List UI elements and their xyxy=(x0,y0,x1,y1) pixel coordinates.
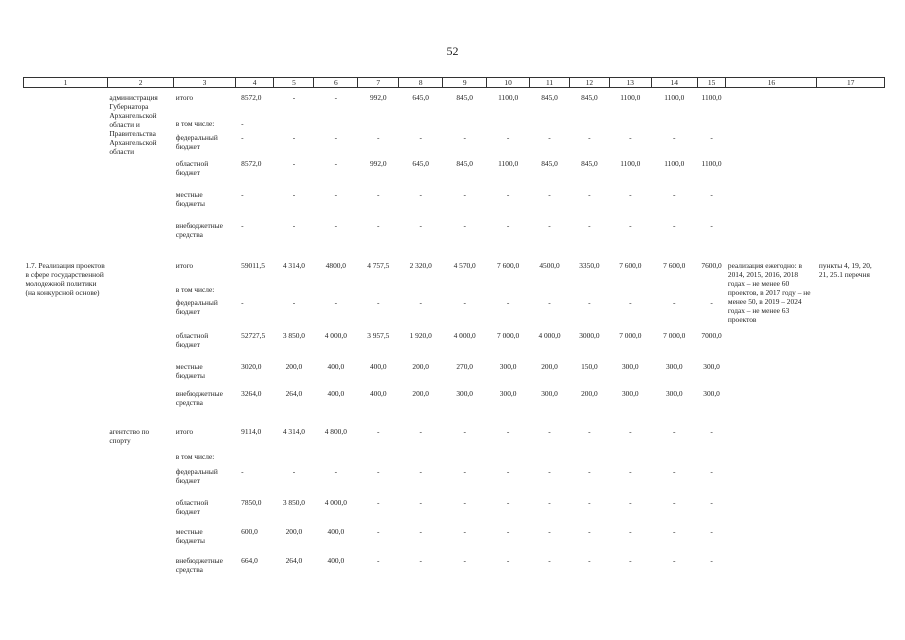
value-cell: 7 600,0 xyxy=(497,260,520,270)
value-cell: 200,0 xyxy=(581,388,598,398)
value-cell: 4 000,0 xyxy=(538,330,561,340)
column-number-17: 17 xyxy=(817,78,885,88)
value-cell xyxy=(314,452,358,467)
value-cell xyxy=(358,285,399,298)
value-cell: - xyxy=(548,526,551,536)
value-cell: - xyxy=(548,497,551,507)
value-cell: 845,0 xyxy=(541,158,558,168)
value-cell: - xyxy=(588,426,591,436)
value-cell: - xyxy=(419,297,422,307)
value-cell xyxy=(443,285,487,298)
value-cell: - xyxy=(419,555,422,565)
value-cell: - xyxy=(292,132,296,142)
value-cell: 59011,5 xyxy=(241,260,265,270)
value-cell: 300,0 xyxy=(703,361,720,371)
value-cell: 200,0 xyxy=(541,361,558,371)
executor-name xyxy=(107,252,173,420)
value-cell: - xyxy=(629,555,632,565)
column-number-11: 11 xyxy=(530,78,570,88)
value-cell: - xyxy=(588,555,591,565)
value-cell xyxy=(569,285,609,298)
value-cell: - xyxy=(463,555,466,565)
value-cell: 7000,0 xyxy=(701,330,722,340)
value-cell xyxy=(697,119,726,133)
value-cell: - xyxy=(506,526,510,536)
value-cell: - xyxy=(673,526,676,536)
page-number: 52 xyxy=(446,44,459,58)
column-number-9: 9 xyxy=(443,78,487,88)
value-cell: - xyxy=(334,93,338,102)
value-cell: - xyxy=(548,189,551,199)
value-cell: - xyxy=(377,466,380,476)
value-cell: 4 314,0 xyxy=(282,426,305,436)
value-cell: - xyxy=(419,466,422,476)
value-cell: - xyxy=(419,497,422,507)
value-cell xyxy=(609,452,651,467)
value-cell: - xyxy=(377,526,380,536)
value-cell: - xyxy=(548,426,551,436)
value-cell: - xyxy=(710,466,713,476)
value-cell: 992,0 xyxy=(369,158,387,168)
value-cell: - xyxy=(710,497,713,507)
value-cell: 300,0 xyxy=(456,388,473,398)
value-cell: - xyxy=(506,297,510,307)
value-cell: - xyxy=(548,220,551,230)
value-cell: - xyxy=(673,132,676,142)
value-cell: 992,0 xyxy=(369,93,387,102)
funding-source: итого xyxy=(175,260,194,270)
column-number-12: 12 xyxy=(569,78,609,88)
column-number-16: 16 xyxy=(726,78,817,88)
column-number-4: 4 xyxy=(235,78,274,88)
value-cell: - xyxy=(588,526,591,536)
value-cell: 3 850,0 xyxy=(282,497,305,507)
value-cell: - xyxy=(506,132,510,142)
column-number-10: 10 xyxy=(487,78,530,88)
table-row xyxy=(24,252,885,285)
funding-source: областной бюджет xyxy=(175,497,209,516)
value-cell: 1100,0 xyxy=(498,93,519,102)
value-cell: 7 000,0 xyxy=(619,330,642,340)
value-cell: 8572,0 xyxy=(241,158,262,168)
expected-result: реализация ежегодно: в 2014, 2015, 2016, 2018 годах – не менее 60 проектов, в 2017 году – не менее 50, в 2019 – 2024 годах – не менее 63 проектов xyxy=(727,260,811,324)
value-cell: - xyxy=(710,220,713,230)
value-cell: 9114,0 xyxy=(241,426,262,436)
value-cell: 1100,0 xyxy=(664,158,685,168)
value-cell: - xyxy=(334,132,338,142)
value-cell xyxy=(314,119,358,133)
value-cell: 8572,0 xyxy=(241,93,262,102)
value-cell: - xyxy=(710,189,713,199)
funding-source: федеральный бюджет xyxy=(175,132,218,151)
value-cell xyxy=(274,285,314,298)
funding-source: итого xyxy=(175,93,194,102)
value-cell xyxy=(399,285,443,298)
value-cell xyxy=(487,452,530,467)
value-cell: - xyxy=(334,158,338,168)
funding-source: местные бюджеты xyxy=(175,189,205,208)
value-cell: - xyxy=(241,466,244,476)
value-cell: 150,0 xyxy=(581,361,598,371)
value-cell xyxy=(399,119,443,133)
funding-source: областной бюджет xyxy=(175,158,209,177)
value-cell: - xyxy=(241,118,244,128)
value-cell: - xyxy=(377,426,380,436)
value-cell: - xyxy=(548,555,551,565)
value-cell: - xyxy=(673,497,676,507)
value-cell: 845,0 xyxy=(456,158,473,168)
value-cell: - xyxy=(673,555,676,565)
value-cell: 200,0 xyxy=(285,526,303,536)
value-cell: - xyxy=(629,220,632,230)
funding-source: в том числе: xyxy=(175,451,215,461)
funding-source: местные бюджеты xyxy=(175,361,205,380)
value-cell: 264,0 xyxy=(285,555,303,565)
value-cell: 300,0 xyxy=(665,388,683,398)
value-cell: - xyxy=(292,466,296,476)
value-cell: - xyxy=(506,189,510,199)
indicator-reference xyxy=(817,420,885,585)
value-cell xyxy=(314,285,358,298)
value-cell xyxy=(609,119,651,133)
expected-result xyxy=(726,420,817,585)
value-cell xyxy=(530,452,570,467)
value-cell: - xyxy=(334,466,338,476)
value-cell: - xyxy=(463,426,466,436)
program-table xyxy=(23,77,885,585)
value-cell: - xyxy=(673,426,676,436)
value-cell: - xyxy=(588,497,591,507)
value-cell: 3020,0 xyxy=(241,361,262,371)
value-cell: - xyxy=(463,466,466,476)
value-cell: 1100,0 xyxy=(701,93,722,102)
column-number-7: 7 xyxy=(358,78,399,88)
value-cell: 3350,0 xyxy=(579,260,600,270)
value-cell: 845,0 xyxy=(456,93,473,102)
value-cell: 7 600,0 xyxy=(619,260,642,270)
value-cell xyxy=(443,452,487,467)
value-cell xyxy=(569,119,609,133)
value-cell: - xyxy=(419,526,422,536)
value-cell: - xyxy=(241,132,244,142)
value-cell: - xyxy=(506,426,510,436)
value-cell: 1100,0 xyxy=(620,158,641,168)
value-cell: - xyxy=(629,466,632,476)
value-cell: - xyxy=(506,466,510,476)
value-cell xyxy=(487,119,530,133)
value-cell: - xyxy=(241,220,244,230)
value-cell: - xyxy=(419,220,422,230)
funding-source: внебюджетные средства xyxy=(175,220,223,239)
value-cell xyxy=(651,452,697,467)
value-cell: - xyxy=(463,526,466,536)
value-cell: 4 000,0 xyxy=(324,497,347,507)
value-cell: 4 314,0 xyxy=(282,260,305,270)
value-cell: 1100,0 xyxy=(701,158,722,168)
value-cell: 300,0 xyxy=(621,361,639,371)
value-cell: 1100,0 xyxy=(498,158,519,168)
executor-name: агентство по спорту xyxy=(109,426,150,445)
value-cell xyxy=(609,285,651,298)
value-cell: 1 920,0 xyxy=(409,330,432,340)
value-cell: 600,0 xyxy=(241,526,258,536)
value-cell: 300,0 xyxy=(499,361,517,371)
table-row xyxy=(24,88,885,119)
value-cell: 400,0 xyxy=(327,388,345,398)
value-cell: - xyxy=(710,297,713,307)
value-cell: - xyxy=(588,466,591,476)
value-cell: - xyxy=(334,297,338,307)
value-cell: 664,0 xyxy=(241,555,258,565)
value-cell: 7 000,0 xyxy=(663,330,686,340)
value-cell: 3264,0 xyxy=(241,388,262,398)
indicator-reference: пункты 4, 19, 20, 21, 25.1 перечня xyxy=(818,260,872,279)
value-cell: - xyxy=(629,189,632,199)
measure-name: 1.7. Реализация проектов в сфере государственной молодежной политики (на конкурсной основе) xyxy=(25,260,105,297)
value-cell: - xyxy=(710,426,713,436)
value-cell: 4 000,0 xyxy=(453,330,476,340)
funding-source: местные бюджеты xyxy=(175,526,205,545)
value-cell: - xyxy=(548,466,551,476)
value-cell: - xyxy=(629,497,632,507)
value-cell: - xyxy=(377,297,380,307)
value-cell: 4800,0 xyxy=(325,260,346,270)
value-cell: 300,0 xyxy=(499,388,517,398)
value-cell xyxy=(358,452,399,467)
value-cell xyxy=(530,119,570,133)
value-cell xyxy=(651,285,697,298)
value-cell: - xyxy=(588,220,591,230)
value-cell: - xyxy=(506,555,510,565)
value-cell: - xyxy=(463,497,466,507)
value-cell: - xyxy=(629,526,632,536)
column-number-8: 8 xyxy=(399,78,443,88)
value-cell: 3 957,5 xyxy=(367,330,390,340)
value-cell xyxy=(530,285,570,298)
value-cell xyxy=(569,452,609,467)
funding-source: областной бюджет xyxy=(175,330,209,349)
value-cell xyxy=(235,285,274,298)
value-cell: 2 320,0 xyxy=(409,260,432,270)
value-cell: 3 850,0 xyxy=(282,330,305,340)
funding-source: в том числе: xyxy=(175,284,215,294)
value-cell: 400,0 xyxy=(369,361,387,371)
funding-source: федеральный бюджет xyxy=(175,466,218,485)
value-cell: - xyxy=(710,132,713,142)
value-cell xyxy=(399,452,443,467)
value-cell: 270,0 xyxy=(456,361,473,371)
value-cell: 7 600,0 xyxy=(663,260,686,270)
value-cell: - xyxy=(377,132,380,142)
column-number-2: 2 xyxy=(107,78,173,88)
value-cell: 400,0 xyxy=(327,555,345,565)
value-cell xyxy=(487,285,530,298)
value-cell: 845,0 xyxy=(581,158,598,168)
value-cell: 3000,0 xyxy=(579,330,600,340)
value-cell: 200,0 xyxy=(285,361,303,371)
value-cell: - xyxy=(377,555,380,565)
value-cell: - xyxy=(673,297,676,307)
value-cell: 200,0 xyxy=(412,361,430,371)
value-cell: - xyxy=(506,497,510,507)
value-cell: 845,0 xyxy=(581,93,598,102)
value-cell: - xyxy=(334,189,338,199)
funding-source: в том числе: xyxy=(175,118,215,128)
funding-source: федеральный бюджет xyxy=(175,297,218,316)
value-cell: 4 000,0 xyxy=(324,330,347,340)
column-number-15: 15 xyxy=(697,78,726,88)
funding-source: внебюджетные средства xyxy=(175,555,223,574)
value-cell: 7600,0 xyxy=(701,260,722,270)
measure-name xyxy=(24,88,108,252)
value-cell: - xyxy=(292,93,296,102)
measure-name xyxy=(24,420,108,585)
value-cell: 4 800,0 xyxy=(324,426,347,436)
expected-result xyxy=(726,88,817,252)
column-number-row xyxy=(24,78,885,88)
value-cell: - xyxy=(673,466,676,476)
value-cell: 300,0 xyxy=(703,388,720,398)
value-cell: - xyxy=(463,220,466,230)
value-cell xyxy=(443,119,487,133)
value-cell: - xyxy=(419,189,422,199)
value-cell xyxy=(358,119,399,133)
value-cell: - xyxy=(419,132,422,142)
value-cell: - xyxy=(241,189,244,199)
table-row xyxy=(24,420,885,452)
value-cell: - xyxy=(548,132,551,142)
value-cell: - xyxy=(292,297,296,307)
value-cell: - xyxy=(334,220,338,230)
value-cell: 200,0 xyxy=(412,388,430,398)
value-cell: - xyxy=(377,497,380,507)
column-number-5: 5 xyxy=(274,78,314,88)
value-cell: 7850,0 xyxy=(241,497,262,507)
value-cell: 264,0 xyxy=(285,388,303,398)
value-cell: - xyxy=(629,426,632,436)
value-cell: - xyxy=(463,189,466,199)
value-cell: - xyxy=(588,132,591,142)
indicator-reference xyxy=(817,88,885,252)
value-cell: 4500,0 xyxy=(539,260,560,270)
value-cell: 400,0 xyxy=(327,526,345,536)
value-cell: 4 757,5 xyxy=(367,260,390,270)
column-number-1: 1 xyxy=(24,78,108,88)
value-cell: 845,0 xyxy=(541,93,558,102)
value-cell: 400,0 xyxy=(369,388,387,398)
value-cell: 300,0 xyxy=(665,361,683,371)
value-cell: 645,0 xyxy=(412,93,430,102)
value-cell xyxy=(697,452,726,467)
value-cell: 52727,5 xyxy=(241,330,266,340)
value-cell xyxy=(651,119,697,133)
executor-name: администрация Губернатора Архангельской области и Правительства Архангельской области xyxy=(109,93,158,156)
funding-source: итого xyxy=(175,426,194,436)
value-cell: 300,0 xyxy=(541,388,558,398)
value-cell: - xyxy=(463,132,466,142)
value-cell: - xyxy=(463,297,466,307)
value-cell: - xyxy=(710,526,713,536)
value-cell: 300,0 xyxy=(621,388,639,398)
value-cell: - xyxy=(710,555,713,565)
value-cell: - xyxy=(673,189,676,199)
value-cell: - xyxy=(629,297,632,307)
value-cell: 1100,0 xyxy=(620,93,641,102)
value-cell: 1100,0 xyxy=(664,93,685,102)
value-cell: 7 000,0 xyxy=(497,330,520,340)
value-cell: - xyxy=(548,297,551,307)
value-cell: - xyxy=(292,158,296,168)
column-number-13: 13 xyxy=(609,78,651,88)
value-cell: - xyxy=(377,220,380,230)
column-number-6: 6 xyxy=(314,78,358,88)
value-cell: - xyxy=(292,189,296,199)
value-cell: - xyxy=(419,426,422,436)
value-cell: 4 570,0 xyxy=(453,260,476,270)
column-number-3: 3 xyxy=(174,78,235,88)
column-number-14: 14 xyxy=(651,78,697,88)
funding-source: внебюджетные средства xyxy=(175,388,223,407)
value-cell: - xyxy=(506,220,510,230)
value-cell: - xyxy=(629,132,632,142)
value-cell xyxy=(235,452,274,467)
value-cell: - xyxy=(377,189,380,199)
value-cell xyxy=(274,119,314,133)
value-cell: 645,0 xyxy=(412,158,430,168)
value-cell: 400,0 xyxy=(327,361,345,371)
value-cell xyxy=(274,452,314,467)
value-cell: - xyxy=(673,220,676,230)
value-cell: - xyxy=(588,297,591,307)
value-cell xyxy=(697,285,726,298)
value-cell: - xyxy=(241,297,244,307)
value-cell: - xyxy=(588,189,591,199)
value-cell: - xyxy=(292,220,296,230)
